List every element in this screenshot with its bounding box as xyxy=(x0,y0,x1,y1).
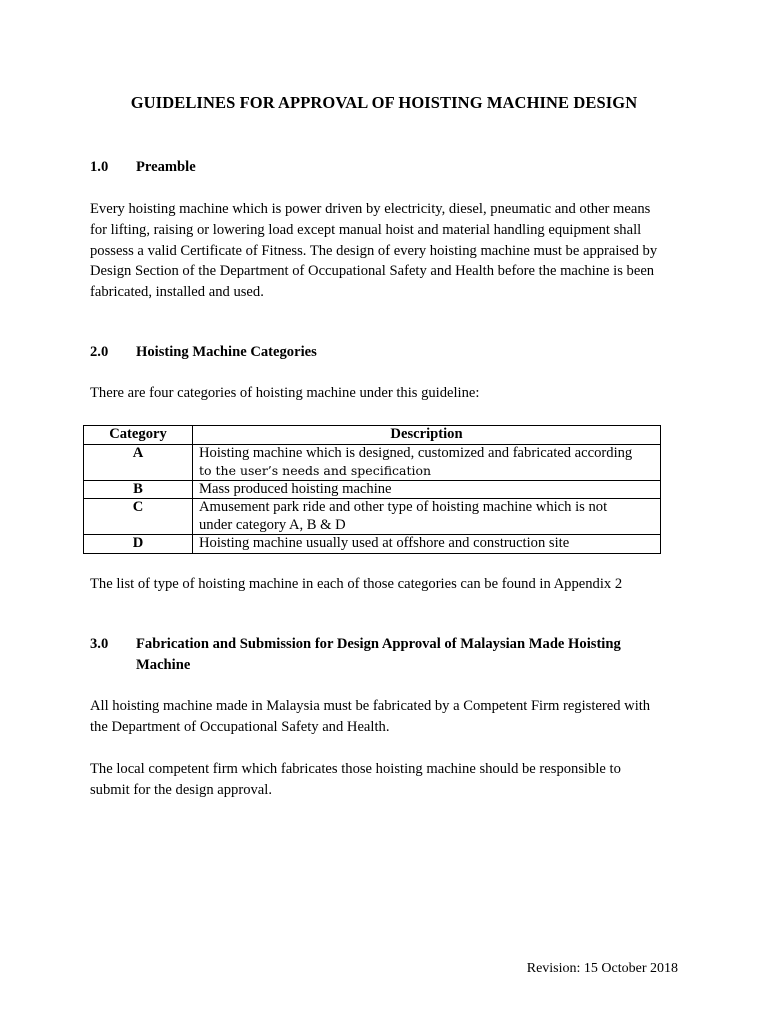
description-line: to the user’s needs and specification xyxy=(199,463,432,478)
description-cell xyxy=(193,444,661,480)
section-title xyxy=(136,634,676,676)
table-row xyxy=(84,444,661,480)
paragraph-line: The local competent firm which fabricates those hoisting machine should be responsible to xyxy=(90,761,621,777)
fabrication-paragraph-2 xyxy=(90,759,690,801)
category-cell: B xyxy=(84,480,193,499)
paragraph-line: Design Section of the Department of Occupational Safety and Health before the machine is been xyxy=(90,263,655,280)
paragraph-line: The list of type of hoisting machine in each of those categories can be found in Appendix 2 xyxy=(90,576,623,592)
paragraph-line: Every hoisting machine which is power driven by electricity, diesel, pneumatic and other means xyxy=(90,201,651,217)
table-row xyxy=(84,480,661,499)
column-header-category: Category xyxy=(84,426,193,445)
paragraph-line: submit for the design approval. xyxy=(90,781,272,798)
section-number: 2.0 xyxy=(90,344,109,360)
paragraph-line: fabricated, installed and used. xyxy=(90,284,264,301)
description-line: Amusement park ride and other type of hoisting machine which is not xyxy=(199,499,608,515)
section-title-line: Fabrication and Submission for Design Approval of Malaysian Made Hoisting xyxy=(136,636,621,652)
description-line: Hoisting machine usually used at offshore and construction site xyxy=(199,535,570,551)
table-row xyxy=(84,499,661,535)
paragraph-line: the Department of Occupational Safety and Health. xyxy=(90,718,390,735)
category-cell: A xyxy=(84,444,193,480)
category-cell: C xyxy=(84,499,193,535)
table-header-row xyxy=(84,426,661,445)
section-number: 1.0 xyxy=(90,159,109,175)
paragraph-line: possess a valid Certificate of Fitness. The design of every hoisting machine must be appraised by xyxy=(90,242,658,259)
description-line: Mass produced hoisting machine xyxy=(199,480,392,497)
section-number: 3.0 xyxy=(90,636,109,652)
description-line: Hoisting machine which is designed, customized and fabricated according xyxy=(199,444,633,461)
description-cell xyxy=(193,499,661,535)
description-cell xyxy=(193,535,661,554)
categories-intro xyxy=(90,383,690,404)
section-title: Preamble xyxy=(136,159,196,175)
categories-table xyxy=(83,425,661,554)
column-header-description: Description xyxy=(193,426,661,445)
document-title: GUIDELINES FOR APPROVAL OF HOISTING MACHINE DESIGN xyxy=(130,93,638,112)
paragraph-line: There are four categories of hoisting machine under this guideline: xyxy=(90,385,480,401)
category-cell: D xyxy=(84,535,193,554)
section-title: Hoisting Machine Categories xyxy=(136,344,317,360)
section-title-line: Machine xyxy=(136,657,191,673)
fabrication-paragraph-1 xyxy=(90,696,690,738)
preamble-paragraph xyxy=(90,199,690,303)
paragraph-line: for lifting, raising or lowering load except manual hoist and material handling equipment shall xyxy=(90,221,642,238)
table-row xyxy=(84,535,661,554)
revision-date: Revision: 15 October 2018 xyxy=(526,961,678,976)
paragraph-line: All hoisting machine made in Malaysia must be fabricated by a Competent Firm registered with xyxy=(90,698,651,714)
appendix-note xyxy=(90,574,690,595)
description-cell xyxy=(193,480,661,499)
description-line: under category A, B & D xyxy=(199,516,346,533)
